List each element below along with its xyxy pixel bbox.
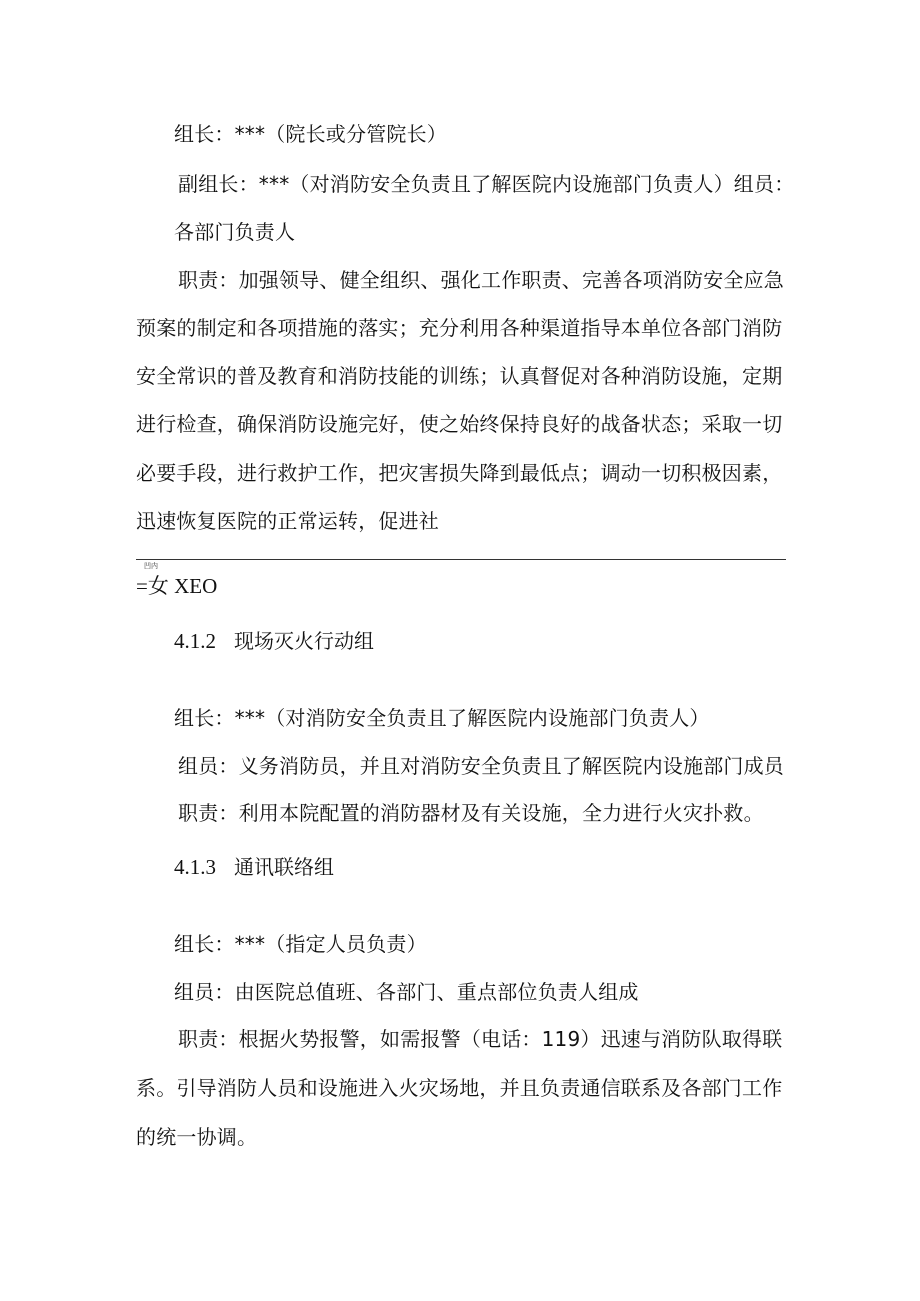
section3-duty-line: 的统一协调。 [136, 1125, 258, 1149]
section1-leader: 组长：***（院长或分管院长） [174, 122, 447, 146]
section3-leader: 组长：***（指定人员负责） [174, 932, 427, 956]
artifact-tiny-text: 凹内 [144, 562, 158, 570]
section2-number: 4.1.2 [174, 629, 216, 653]
section1-duty-line: 进行检查，确保消防设施完好，使之始终保持良好的战备状态；采取一切 [136, 412, 783, 436]
section1-duty-line: 职责：加强领导、健全组织、强化工作职责、完善各项消防安全应急 [178, 268, 784, 292]
section3-duty-line: 系。引导消防人员和设施进入火灾场地，并且负责通信联系及各部门工作 [136, 1076, 783, 1100]
section2-duty: 职责：利用本院配置的消防器材及有关设施，全力进行火灾扑救。 [178, 801, 764, 825]
section1-deputy: 副组长：***（对消防安全负责且了解医院内设施部门负责人）组员： [178, 172, 795, 196]
section3-heading [174, 853, 334, 881]
section3-members: 组员：由医院总值班、各部门、重点部位负责人组成 [174, 980, 639, 1004]
section3-duty-line: 职责：根据火势报警，如需报警（电话：119）迅速与消防队取得联 [178, 1027, 783, 1051]
section3-title: 通讯联络组 [234, 855, 334, 879]
section1-duty-line: 迅速恢复医院的正常运转，促进社 [136, 509, 439, 533]
section1-duty-line: 安全常识的普及教育和消防技能的训练；认真督促对各种消防设施，定期 [136, 364, 783, 388]
section2-heading [174, 627, 374, 655]
section2-leader: 组长：***（对消防安全负责且了解医院内设施部门负责人） [174, 706, 710, 730]
section3-number: 4.1.3 [174, 855, 216, 879]
section2-title: 现场灭火行动组 [234, 629, 374, 653]
artifact-stray-text: =女 XEO [136, 574, 218, 598]
section1-members: 各部门负责人 [174, 220, 296, 244]
section1-duty-line: 必要手段，进行救护工作，把灾害损失降到最低点；调动一切积极因素， [136, 461, 783, 485]
section2-members: 组员：义务消防员，并且对消防安全负责且了解医院内设施部门成员 [178, 754, 784, 778]
section1-duty-line: 预案的制定和各项措施的落实；充分利用各种渠道指导本单位各部门消防 [136, 316, 783, 340]
horizontal-divider [136, 559, 786, 560]
